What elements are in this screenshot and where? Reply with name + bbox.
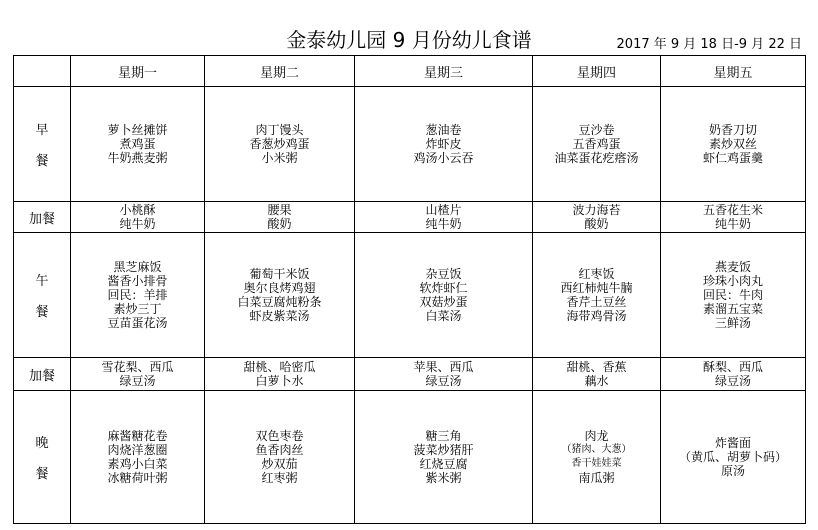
menu-item: 麻酱糖花卷 [107,429,168,443]
menu-cell [355,202,533,233]
menu-item: 鸡汤小云吞 [413,151,474,165]
meal-label: 晚 餐 [14,391,71,524]
menu-cell [533,391,661,524]
menu-cell [205,87,355,202]
menu-item: 纯牛奶 [119,217,156,231]
menu-item: 杂豆饭 [425,267,462,281]
menu-item: 白菜汤 [425,309,462,323]
menu-cell [533,87,661,202]
table-row [14,87,806,202]
menu-item: 肉烧洋葱圈 [107,443,168,457]
table-row [14,233,806,358]
menu-item: 甜桃、哈密瓜 [243,360,316,374]
menu-item: 炸酱面 [714,436,751,450]
menu-item: 山楂片 [425,203,462,217]
menu-item: 鱼香肉丝 [255,443,304,457]
menu-item: 香葱炒鸡蛋 [249,137,310,151]
menu-item: 酸奶 [267,217,292,231]
menu-cell [71,233,205,358]
menu-item: 燕麦饭 [714,260,751,274]
menu-item: 南瓜粥 [578,471,615,485]
menu-item: 炒双茄 [261,457,298,471]
menu-item: 红枣粥 [261,471,298,485]
menu-item: 红枣饭 [578,267,615,281]
day-header: 星期五 [661,56,806,87]
table-row [14,202,806,233]
menu-item: 腰果 [267,203,292,217]
menu-item: 三鲜汤 [714,316,751,330]
menu-item: 红烧豆腐 [419,457,468,471]
menu-item: 双色枣卷 [255,429,304,443]
table-row [14,391,806,524]
menu-item: 豆苗蛋花汤 [107,316,168,330]
menu-item: 珍珠小肉丸 [702,274,763,288]
menu-item: 白萝卜水 [255,374,304,388]
menu-item: 油菜蛋花疙瘩汤 [554,151,639,165]
menu-cell [205,391,355,524]
menu-cell [355,87,533,202]
menu-item: 酸奶 [584,217,609,231]
day-header: 星期一 [71,56,205,87]
menu-cell [71,202,205,233]
menu-item: 虾仁鸡蛋羹 [702,151,763,165]
menu-item: 回民：牛肉 [702,288,763,302]
menu-item: 奥尔良烤鸡翅 [243,281,316,295]
menu-item: 回民：羊排 [107,288,168,302]
menu-item: （猪肉、大葱） [561,444,632,455]
menu-item: 萝卜丝摊饼 [107,123,168,137]
menu-item: 素炒双丝 [708,137,757,151]
menu-item: 奶香刀切 [708,123,757,137]
menu-item: （黄瓜、胡萝卜码） [678,450,787,464]
menu-item: 煮鸡蛋 [119,137,156,151]
menu-cell [533,202,661,233]
menu-item: 雪花梨、西瓜 [101,360,174,374]
menu-item: 葡萄干米饭 [249,267,310,281]
menu-cell [661,358,806,391]
menu-cell [533,358,661,391]
menu-item: 白菜豆腐炖粉条 [237,295,322,309]
menu-item: 五香花生米 [702,203,763,217]
menu-cell [533,233,661,358]
menu-item: 小米粥 [261,151,298,165]
menu-item: 双菇炒蛋 [419,295,468,309]
menu-item: 炸虾皮 [425,137,462,151]
menu-item: 绿豆汤 [119,374,156,388]
corner-cell [14,56,71,87]
meal-label: 早 餐 [14,87,71,202]
menu-item: 素鸡小白菜 [107,457,168,471]
meal-label: 加餐 [14,358,71,391]
menu-item: 海带鸡骨汤 [566,309,627,323]
menu-cell [71,87,205,202]
menu-item: 黑芝麻饭 [113,260,162,274]
table-row [14,358,806,391]
menu-cell [355,233,533,358]
menu-item: 酱香小排骨 [107,274,168,288]
menu-cell [355,358,533,391]
date-range: 2017 年 9 月 18 日-9 月 22 日 [616,37,802,52]
menu-item: 原汤 [720,464,745,478]
menu-cell [71,358,205,391]
menu-item: 虾皮紫菜汤 [249,309,310,323]
day-header: 星期二 [205,56,355,87]
menu-item: 素溜五宝菜 [702,302,763,316]
page-title: 金泰幼儿园 9 月份幼儿食谱 [286,28,532,52]
menu-item: 小桃酥 [119,203,156,217]
menu-cell [661,87,806,202]
menu-item: 糖三角 [425,429,462,443]
day-header: 星期三 [355,56,533,87]
menu-item: 绿豆汤 [425,374,462,388]
menu-item: 酥梨、西瓜 [702,360,763,374]
menu-cell [355,391,533,524]
menu-cell [661,391,806,524]
header-row [14,56,806,87]
menu-cell [661,233,806,358]
menu-item: 牛奶燕麦粥 [107,151,168,165]
menu-item: 绿豆汤 [714,374,751,388]
menu-item: 藕水 [584,374,609,388]
menu-item: 冰糖荷叶粥 [107,471,168,485]
menu-item: 苹果、西瓜 [413,360,474,374]
menu-item: 素炒三丁 [113,302,162,316]
day-header: 星期四 [533,56,661,87]
menu-item: 紫米粥 [425,471,462,485]
menu-item: 菠菜炒猪肝 [413,443,474,457]
menu-item: 豆沙卷 [578,123,615,137]
menu-item: 肉龙 [584,429,609,443]
menu-cell [205,202,355,233]
menu-item: 香芹土豆丝 [566,295,627,309]
menu-item: 纯牛奶 [425,217,462,231]
menu-item: 葱油卷 [425,123,462,137]
menu-cell [205,233,355,358]
menu-item: 甜桃、香蕉 [566,360,627,374]
menu-table [13,55,806,524]
meal-label: 午 餐 [14,233,71,358]
menu-item: 香干娃娃菜 [571,458,622,469]
menu-item: 软炸虾仁 [419,281,468,295]
menu-cell [205,358,355,391]
menu-item: 西红柿炖牛腩 [560,281,633,295]
menu-cell [661,202,806,233]
menu-item: 波力海苔 [572,203,621,217]
menu-item: 纯牛奶 [714,217,751,231]
menu-item: 五香鸡蛋 [572,137,621,151]
menu-item: 肉丁馒头 [255,123,304,137]
meal-label: 加餐 [14,202,71,233]
menu-cell [71,391,205,524]
